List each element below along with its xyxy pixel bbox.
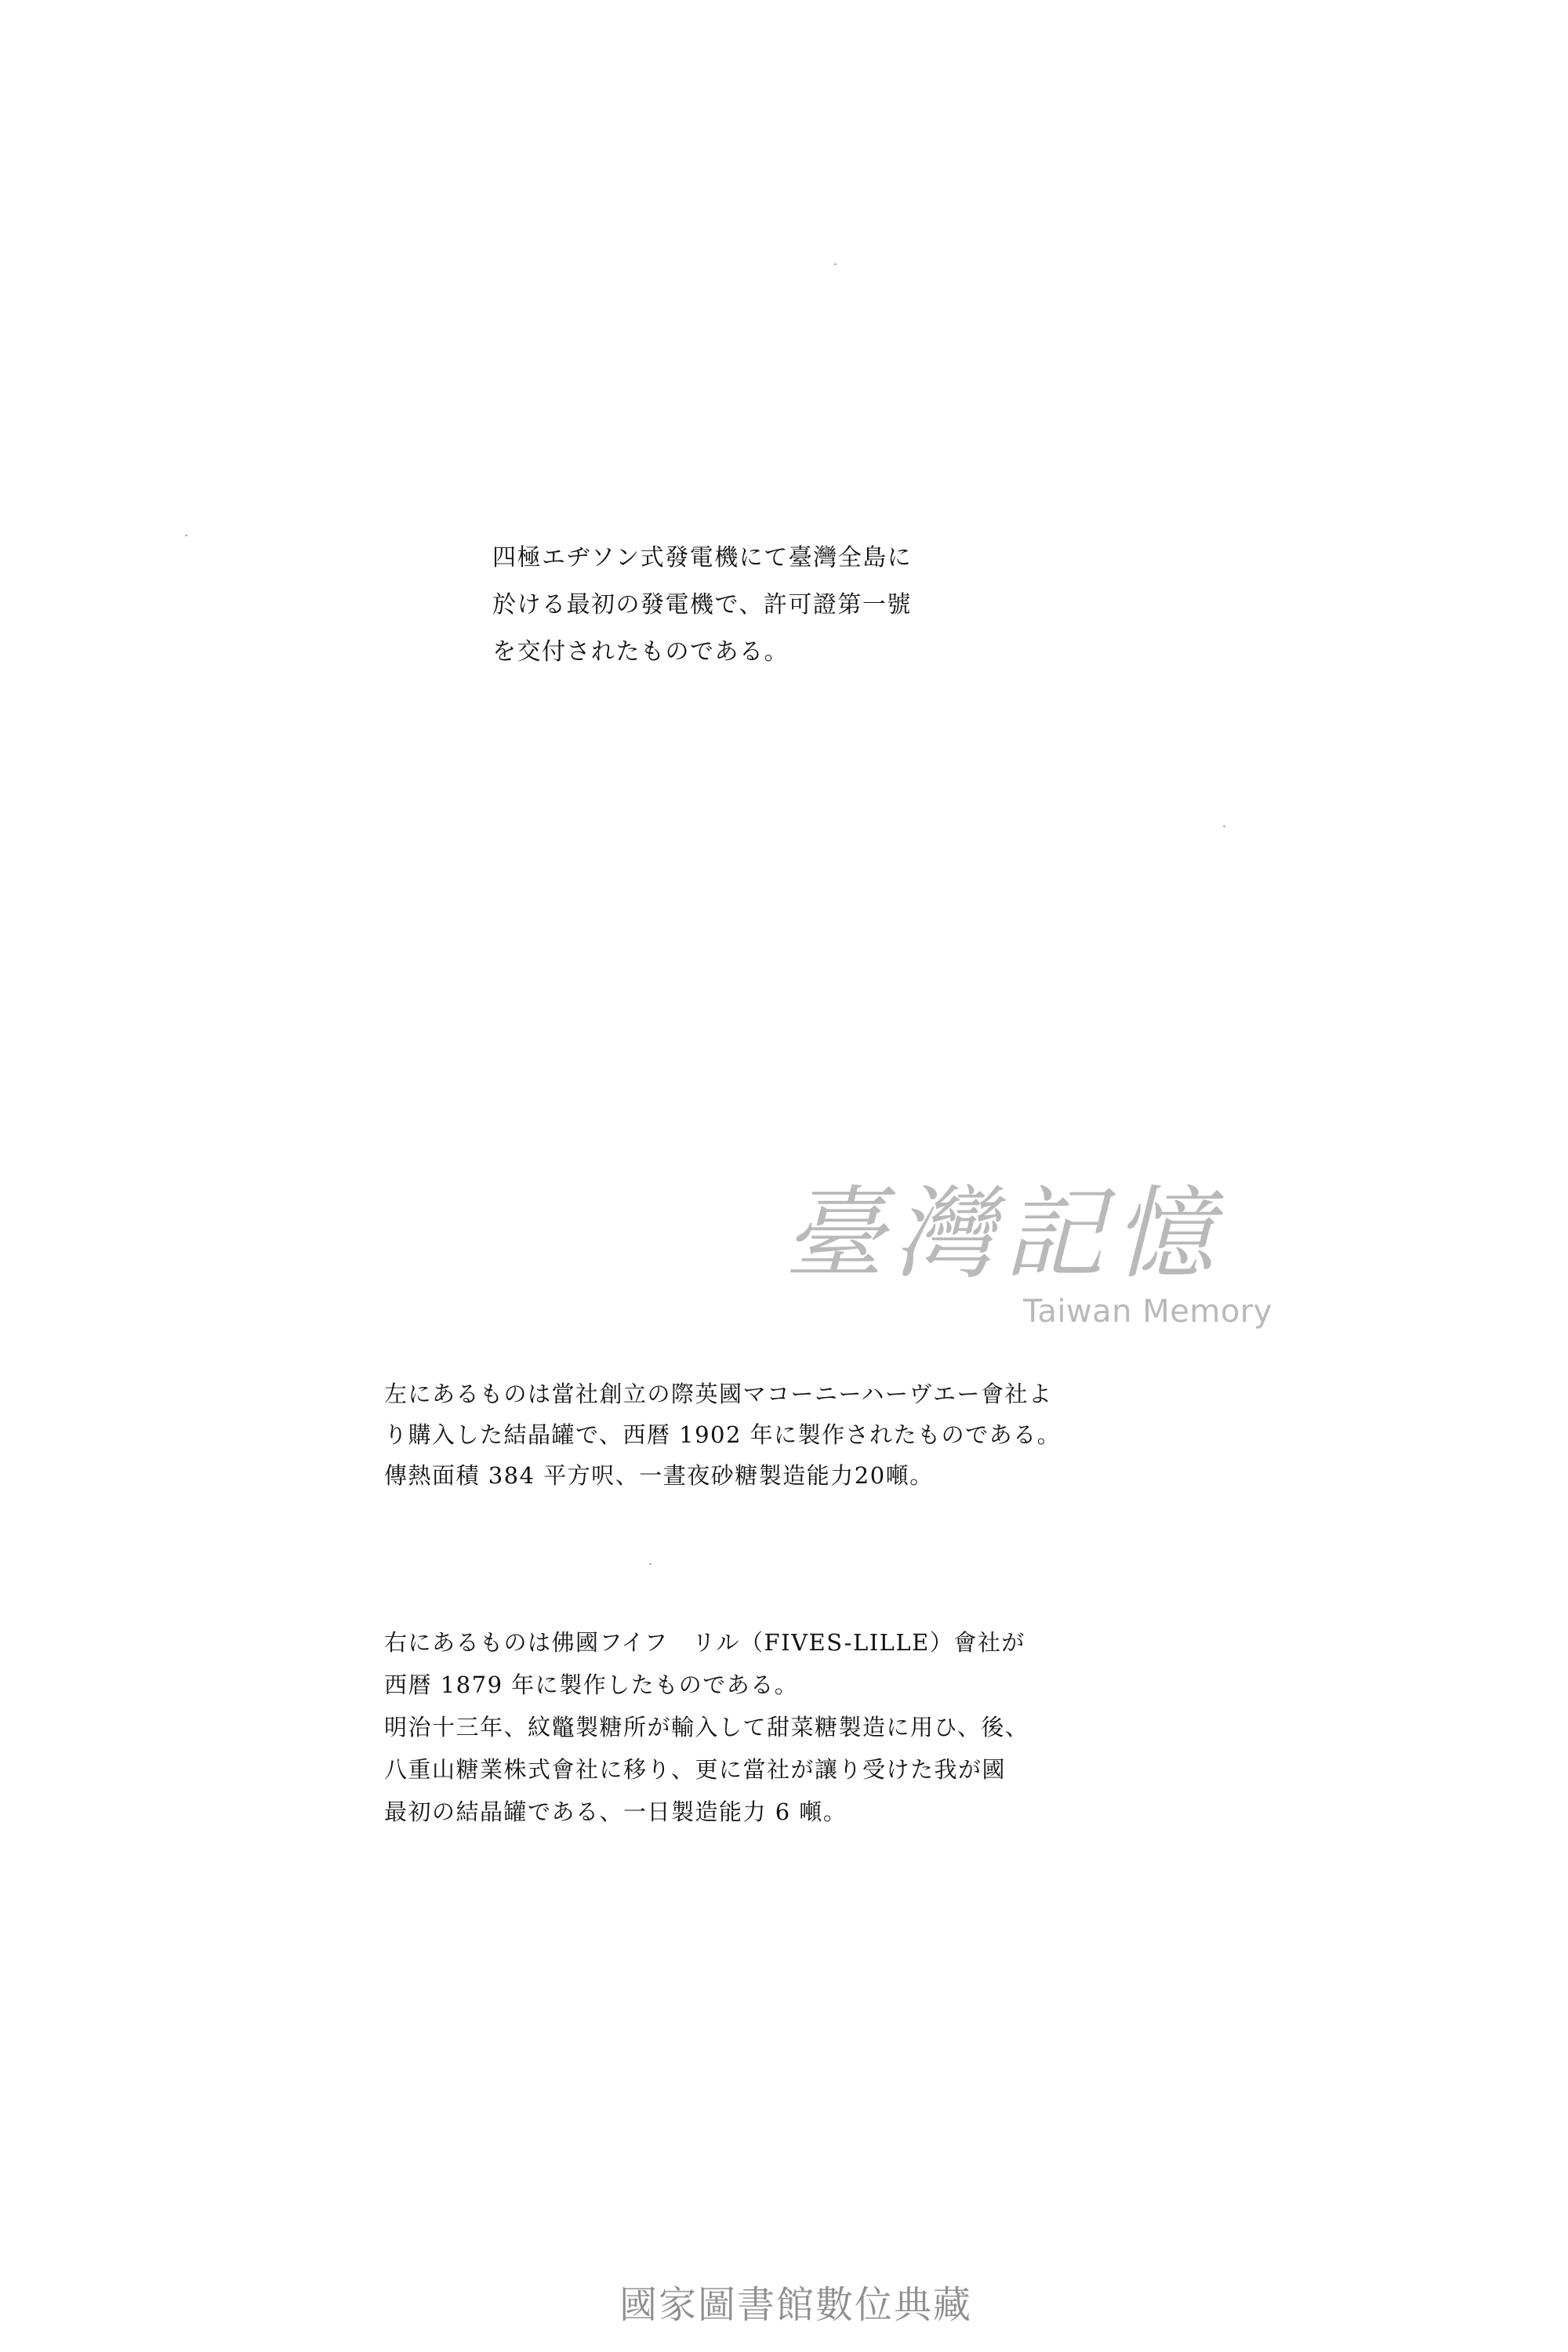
scan-speck [649, 1563, 652, 1565]
scan-speck [834, 263, 837, 265]
caption-line: 四極エヂソン式發電機にて臺灣全島に [492, 544, 913, 572]
caption-generator [492, 535, 912, 676]
taiwan-memory-watermark [784, 1176, 1286, 1356]
caption-crystallizer-right [384, 1621, 1029, 1833]
caption-line: 左にあるものは當社創立の際英國マコーニーハーヴエー會社よ [384, 1381, 1053, 1407]
scan-speck [1223, 826, 1225, 827]
caption-line: 八重山糖業株式會社に移り、更に當社が讓り受けた我が國 [384, 1756, 1007, 1783]
library-footer-stamp: 國家圖書館數位典藏 [619, 2283, 972, 2327]
scan-speck [185, 535, 187, 536]
watermark-subtitle: Taiwan Memory [1023, 1294, 1272, 1330]
caption-line: 西暦 1879 年に製作したものである。 [384, 1671, 799, 1698]
caption-line: 右にあるものは佛國フイフ リル（FIVES-LILLE）會社が [384, 1629, 1025, 1656]
caption-line: り購入した結晶罐で、西暦 1902 年に製作されたものである。 [384, 1421, 1062, 1448]
caption-line: 最初の結晶罐である、一日製造能力 6 噸。 [384, 1798, 848, 1825]
caption-crystallizer-left [384, 1374, 1061, 1496]
caption-line: 傳熱面積 384 平方呎、一晝夜砂糖製造能力20噸。 [384, 1462, 934, 1489]
watermark-title: 臺灣記憶 [784, 1176, 1224, 1293]
caption-line: を交付されたものである。 [492, 638, 789, 666]
caption-line: 明治十三年、紋鼈製糖所が輸入して甜菜糖製造に用ひ、後、 [384, 1714, 1029, 1740]
caption-line: 於ける最初の發電機で、許可證第一號 [492, 591, 912, 619]
